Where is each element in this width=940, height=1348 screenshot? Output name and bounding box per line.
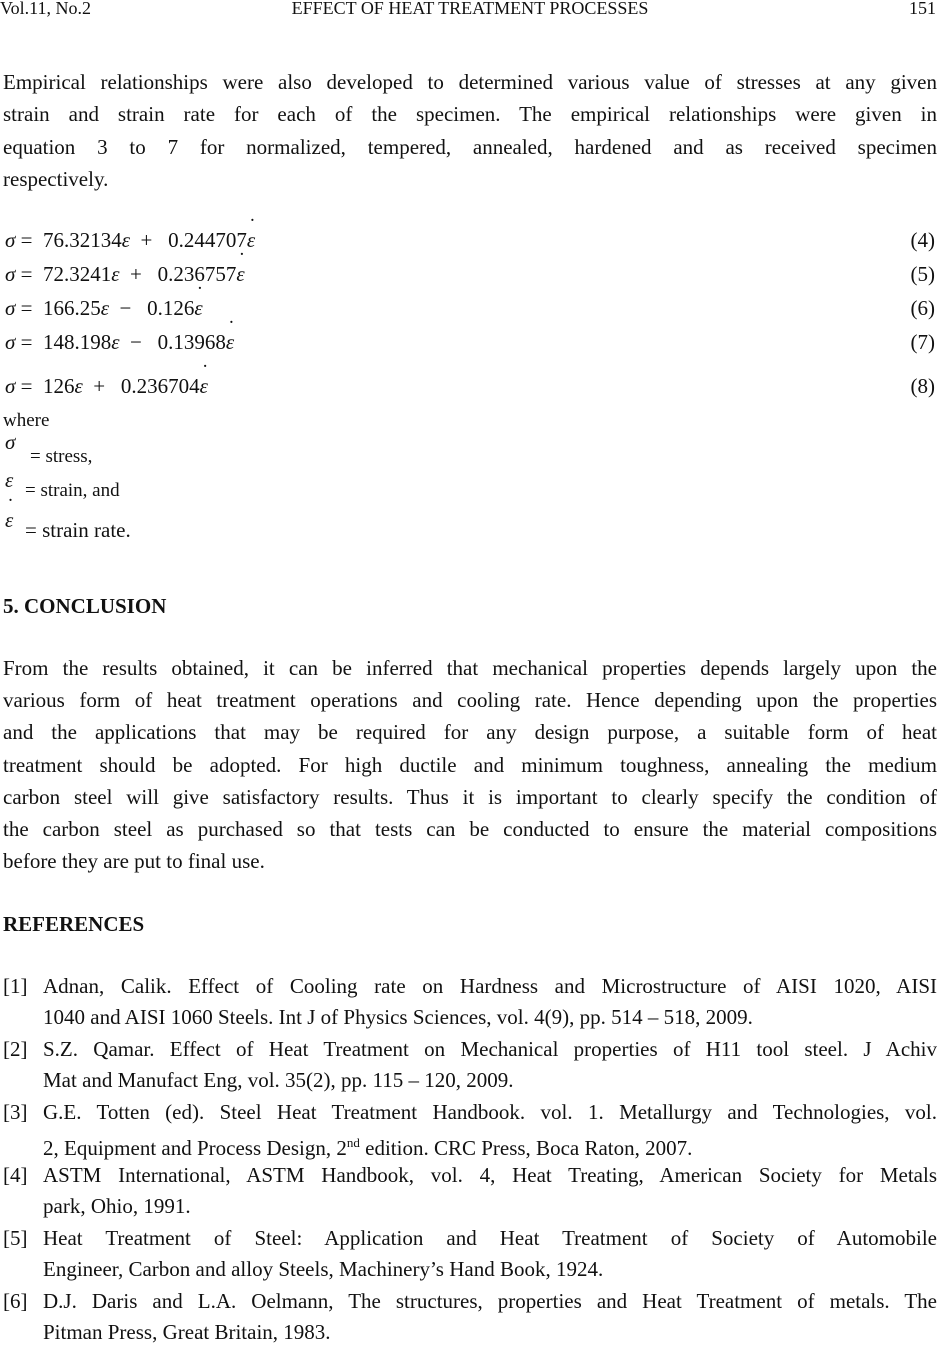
text-line: Empirical relationships were also developed to determined various value of stresses at any given	[3, 70, 937, 94]
eq-coef2: 0.244707	[168, 228, 247, 252]
eq-coef2: 0.236704	[120, 374, 200, 398]
epsilon-symbol: ε	[74, 374, 83, 398]
text-line: carbon steel will give satisfactory results. Thus it is important to clearly specify the condition of	[3, 784, 937, 809]
reference-number: [6]	[3, 1289, 28, 1313]
equation-number: (7)	[910, 330, 935, 354]
text-line: treatment should be adopted. For high ductile and minimum toughness, annealing the medium	[3, 752, 937, 777]
text-line: From the results obtained, it can be inferred that mechanical properties depends largely upon the	[3, 656, 937, 680]
eq-coef2: 0.236757	[157, 262, 237, 286]
eq-coef2: 0.13968	[157, 330, 226, 354]
def-strain-rate: = strain rate.	[25, 518, 131, 542]
reference-text: edition. CRC Press, Boca Raton, 2007.	[359, 1136, 693, 1160]
reference-text: 2, Equipment and Process Design, 2	[43, 1136, 347, 1160]
eq-lhs: σ	[5, 374, 16, 398]
reference-text: Heat Treatment of Steel: Application and Heat Treatment of Society of Automobile	[43, 1226, 937, 1250]
eq-coef2: 0.126	[147, 296, 195, 320]
reference-text: S.Z. Qamar. Effect of Heat Treatment on Mechanical properties of H11 tool steel. J Achiv	[43, 1037, 937, 1061]
running-header-title: EFFECT OF HEAT TREATMENT PROCESSES	[291, 0, 649, 18]
epsilon-dot-symbol: ˙ ε	[200, 374, 208, 399]
equation-number: (4)	[910, 228, 935, 252]
reference-text: Mat and Manufact Eng, vol. 35(2), pp. 115 – 120, 2009.	[43, 1068, 514, 1092]
epsilon-dot-symbol: ˙ ε	[5, 508, 13, 533]
epsilon-symbol: ε	[111, 262, 120, 286]
text-line: before they are put to final use.	[3, 849, 265, 874]
text-line: various form of heat treatment operations and cooling rate. Hence depending upon the properties	[3, 688, 937, 713]
page-number: 151	[909, 0, 936, 18]
eq-operator: −	[129, 330, 142, 354]
eq-operator: +	[93, 374, 106, 398]
eq-lhs: σ	[5, 330, 16, 354]
running-header-volume: Vol.11, No.2	[0, 0, 92, 18]
eq-coef1: 148.198	[42, 330, 112, 354]
eq-coef1: 126	[42, 374, 75, 398]
reference-number: [3]	[3, 1100, 28, 1124]
references-heading: REFERENCES	[3, 912, 145, 936]
eq-lhs: σ	[5, 262, 16, 286]
conclusion-heading: 5. CONCLUSION	[3, 594, 167, 618]
reference-text: ASTM International, ASTM Handbook, vol. 4, Heat Treating, American Society for Metals	[43, 1163, 937, 1187]
reference-text: G.E. Totten (ed). Steel Heat Treatment Handbook. vol. 1. Metallurgy and Technologies, vol.	[43, 1100, 937, 1124]
eq-operator: −	[119, 296, 132, 320]
reference-number: [4]	[3, 1163, 28, 1187]
reference-text: Adnan, Calik. Effect of Cooling rate on Hardness and Microstructure of AISI 1020, AISI	[43, 974, 937, 998]
text-line: strain and strain rate for each of the specimen. The empirical relationships were given in	[3, 102, 937, 126]
epsilon-dot-symbol: ˙ ε	[236, 262, 244, 287]
reference-number: [1]	[3, 974, 28, 998]
epsilon-symbol: ε	[121, 228, 130, 252]
reference-text: Pitman Press, Great Britain, 1983.	[43, 1320, 331, 1344]
equation: σ = 76.32134ε + 0.244707˙ ε	[5, 228, 255, 253]
reference-text: 1040 and AISI 1060 Steels. Int J of Physics Sciences, vol. 4(9), pp. 514 – 518, 2009.	[43, 1005, 753, 1029]
reference-text: D.J. Daris and L.A. Oelmann, The structures, properties and Heat Treatment of metals. The	[43, 1289, 937, 1313]
equation: σ = 166.25ε − 0.126˙ ε	[5, 296, 203, 321]
eq-operator: +	[129, 262, 142, 286]
reference-text: Engineer, Carbon and alloy Steels, Machinery’s Hand Book, 1924.	[43, 1257, 604, 1281]
eq-coef1: 72.3241	[42, 262, 112, 286]
epsilon-dot-symbol: ˙ ε	[194, 296, 202, 321]
equation: σ = 72.3241ε + 0.236757˙ ε	[5, 262, 245, 287]
epsilon-symbol: ε	[100, 296, 109, 320]
sigma-symbol: σ	[5, 430, 16, 454]
text-line: the carbon steel as purchased so that tests can be conducted to ensure the material compositions	[3, 817, 937, 841]
equation: σ = 126ε + 0.236704˙ ε	[5, 374, 208, 399]
eq-lhs: σ	[5, 296, 16, 320]
eq-coef1: 76.32134	[42, 228, 122, 252]
superscript: nd	[346, 1135, 360, 1150]
eq-coef1: 166.25	[42, 296, 101, 320]
text-line: and the applications that may be required for any design purpose, a suitable form of heat	[3, 720, 937, 745]
eq-operator: +	[140, 228, 153, 252]
equation-number: (6)	[910, 296, 935, 320]
epsilon-symbol: ε	[5, 468, 14, 492]
equation-number: (8)	[910, 374, 935, 398]
equation-number: (5)	[910, 262, 935, 286]
reference-number: [2]	[3, 1037, 28, 1061]
epsilon-dot-symbol: ˙ ε	[226, 330, 234, 355]
reference-text: park, Ohio, 1991.	[43, 1194, 191, 1218]
where-label: where	[3, 410, 50, 431]
epsilon-dot-symbol: ˙ ε	[247, 228, 255, 253]
reference-number: [5]	[3, 1226, 28, 1250]
def-stress: = stress,	[30, 446, 93, 467]
def-strain: = strain, and	[25, 480, 120, 501]
text-line: respectively.	[3, 167, 109, 191]
eq-lhs: σ	[5, 228, 16, 252]
equation: σ = 148.198ε − 0.13968˙ ε	[5, 330, 234, 355]
epsilon-symbol: ε	[111, 330, 120, 354]
text-line: equation 3 to 7 for normalized, tempered, annealed, hardened and as received specimen	[3, 135, 937, 159]
